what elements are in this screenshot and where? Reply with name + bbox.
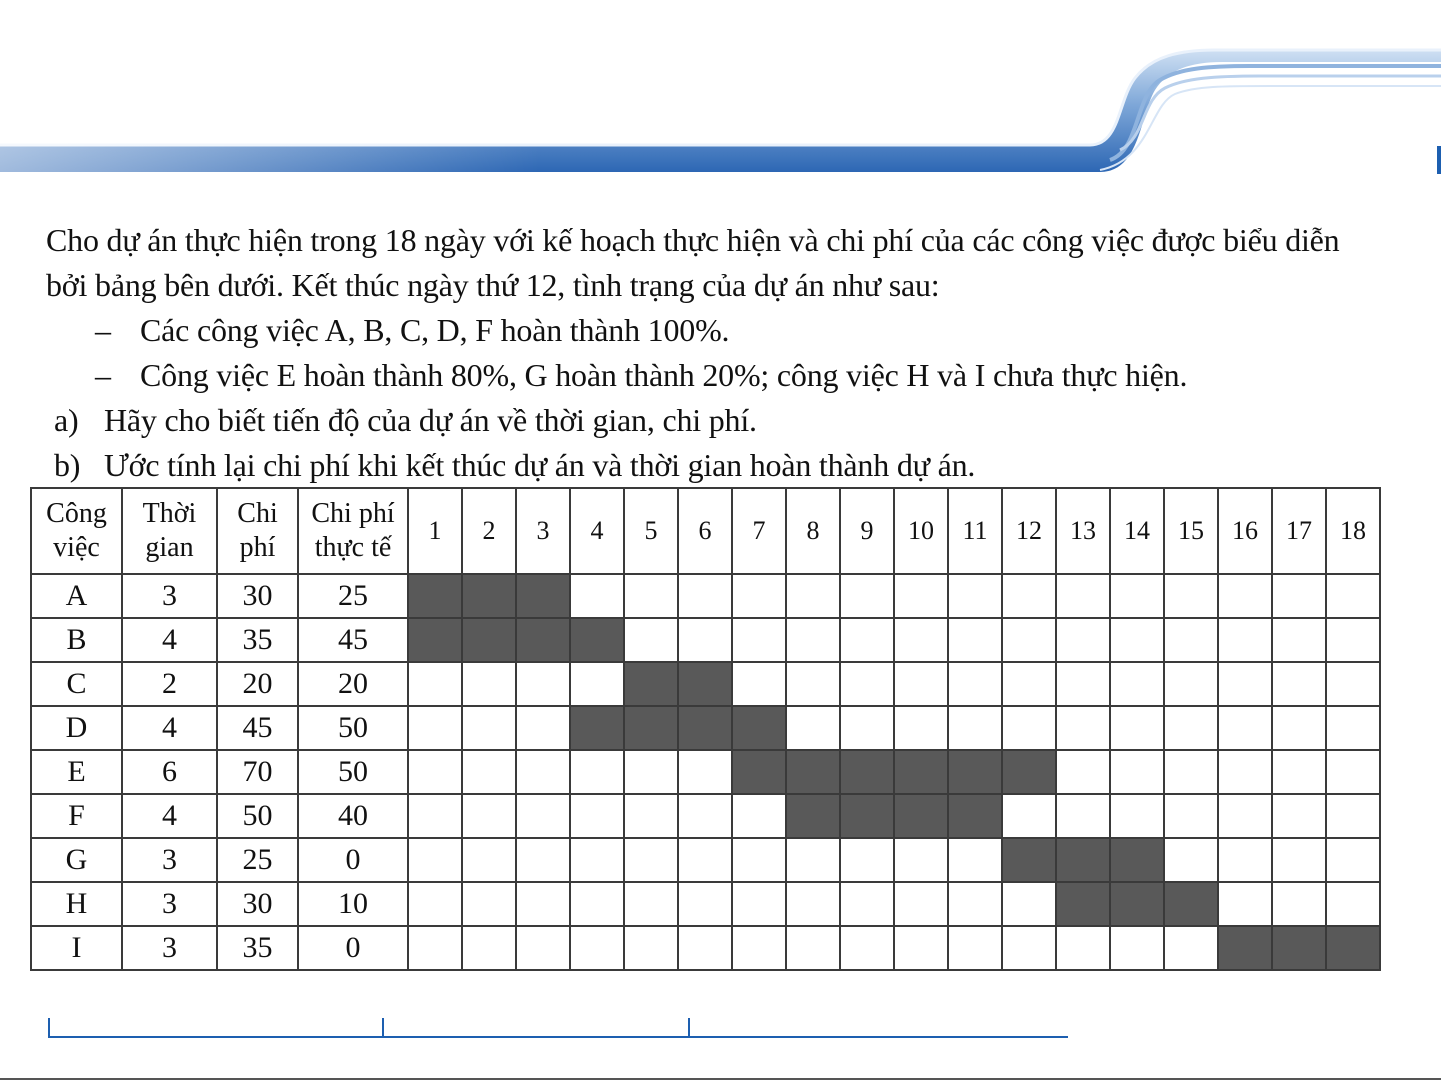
- duration-cell: 4: [122, 618, 217, 662]
- gantt-empty-cell: [570, 662, 624, 706]
- gantt-empty-cell: [408, 750, 462, 794]
- gantt-empty-cell: [840, 618, 894, 662]
- cost-cell: 30: [217, 574, 298, 618]
- cost-cell: 25: [217, 838, 298, 882]
- gantt-bar-cell: [516, 574, 570, 618]
- footer-tick: [382, 1018, 384, 1038]
- gantt-bar-cell: [462, 618, 516, 662]
- gantt-empty-cell: [1326, 794, 1380, 838]
- table-row: [31, 794, 1380, 838]
- gantt-empty-cell: [840, 706, 894, 750]
- gantt-empty-cell: [408, 926, 462, 970]
- footer-line: [48, 1036, 1068, 1038]
- gantt-empty-cell: [462, 926, 516, 970]
- gantt-empty-cell: [1110, 574, 1164, 618]
- gantt-empty-cell: [408, 794, 462, 838]
- question-text: Hãy cho biết tiến độ của dự án về thời gian, chi phí.: [104, 402, 757, 438]
- gantt-empty-cell: [1110, 794, 1164, 838]
- gantt-empty-cell: [1218, 794, 1272, 838]
- status-bullet-1: [46, 308, 1426, 353]
- task-cell: F: [31, 794, 122, 838]
- table-row: [31, 574, 1380, 618]
- header-day: 9: [840, 488, 894, 574]
- gantt-empty-cell: [408, 838, 462, 882]
- gantt-empty-cell: [1326, 750, 1380, 794]
- gantt-bar-cell: [1002, 838, 1056, 882]
- gantt-empty-cell: [1056, 794, 1110, 838]
- gantt-empty-cell: [678, 618, 732, 662]
- bullet-text: Các công việc A, B, C, D, F hoàn thành 100%.: [140, 312, 730, 348]
- gantt-bar-cell: [732, 750, 786, 794]
- header-day: 3: [516, 488, 570, 574]
- gantt-empty-cell: [570, 926, 624, 970]
- gantt-empty-cell: [894, 706, 948, 750]
- gantt-empty-cell: [516, 794, 570, 838]
- header-day: 17: [1272, 488, 1326, 574]
- gantt-empty-cell: [732, 618, 786, 662]
- gantt-empty-cell: [624, 926, 678, 970]
- table-row: [31, 838, 1380, 882]
- gantt-empty-cell: [1056, 706, 1110, 750]
- gantt-empty-cell: [408, 882, 462, 926]
- gantt-empty-cell: [786, 706, 840, 750]
- task-cell: B: [31, 618, 122, 662]
- gantt-empty-cell: [516, 706, 570, 750]
- gantt-bar-cell: [1110, 882, 1164, 926]
- actual-cost-cell: 0: [298, 926, 408, 970]
- actual-cost-cell: 50: [298, 706, 408, 750]
- header-day: 2: [462, 488, 516, 574]
- header-day: 10: [894, 488, 948, 574]
- gantt-bar-cell: [894, 750, 948, 794]
- gantt-empty-cell: [786, 926, 840, 970]
- gantt-empty-cell: [1002, 882, 1056, 926]
- gantt-empty-cell: [570, 750, 624, 794]
- gantt-bar-cell: [732, 706, 786, 750]
- gantt-empty-cell: [1002, 574, 1056, 618]
- gantt-empty-cell: [1110, 926, 1164, 970]
- gantt-empty-cell: [462, 882, 516, 926]
- header-cost: Chi phí: [217, 488, 298, 574]
- gantt-bar-cell: [408, 618, 462, 662]
- header-day: 14: [1110, 488, 1164, 574]
- gantt-empty-cell: [1272, 750, 1326, 794]
- gantt-empty-cell: [570, 574, 624, 618]
- table-row: [31, 750, 1380, 794]
- side-accent-mark: [1437, 146, 1441, 174]
- header-task: Công việc: [31, 488, 122, 574]
- gantt-empty-cell: [1164, 794, 1218, 838]
- gantt-empty-cell: [840, 926, 894, 970]
- gantt-empty-cell: [1056, 926, 1110, 970]
- gantt-empty-cell: [1110, 750, 1164, 794]
- gantt-empty-cell: [462, 750, 516, 794]
- bottom-rule: [0, 1078, 1441, 1080]
- gantt-empty-cell: [1218, 662, 1272, 706]
- table-row: [31, 882, 1380, 926]
- duration-cell: 4: [122, 794, 217, 838]
- cost-cell: 20: [217, 662, 298, 706]
- table-row: [31, 926, 1380, 970]
- gantt-bar-cell: [1218, 926, 1272, 970]
- gantt-empty-cell: [516, 838, 570, 882]
- gantt-empty-cell: [1272, 706, 1326, 750]
- gantt-empty-cell: [570, 838, 624, 882]
- gantt-empty-cell: [732, 662, 786, 706]
- task-cell: E: [31, 750, 122, 794]
- gantt-bar-cell: [894, 794, 948, 838]
- duration-cell: 4: [122, 706, 217, 750]
- gantt-bar-cell: [948, 750, 1002, 794]
- bullet-text: Công việc E hoàn thành 80%, G hoàn thành 20%; công việc H và I chưa thực hiện.: [140, 357, 1188, 393]
- gantt-empty-cell: [732, 926, 786, 970]
- cost-cell: 30: [217, 882, 298, 926]
- question-b: [46, 443, 1426, 488]
- header-day: 5: [624, 488, 678, 574]
- gantt-bar-cell: [948, 794, 1002, 838]
- footer-tick: [48, 1018, 50, 1038]
- actual-cost-cell: 50: [298, 750, 408, 794]
- gantt-empty-cell: [624, 794, 678, 838]
- table-row: [31, 618, 1380, 662]
- gantt-bar-cell: [1272, 926, 1326, 970]
- gantt-empty-cell: [1002, 662, 1056, 706]
- task-cell: A: [31, 574, 122, 618]
- gantt-empty-cell: [1218, 838, 1272, 882]
- gantt-empty-cell: [462, 794, 516, 838]
- task-cell: G: [31, 838, 122, 882]
- gantt-bar-cell: [840, 750, 894, 794]
- gantt-empty-cell: [786, 882, 840, 926]
- gantt-empty-cell: [1110, 706, 1164, 750]
- table-row: [31, 706, 1380, 750]
- gantt-empty-cell: [840, 662, 894, 706]
- header-day: 16: [1218, 488, 1272, 574]
- duration-cell: 2: [122, 662, 217, 706]
- question-label: a): [54, 402, 79, 438]
- gantt-empty-cell: [624, 750, 678, 794]
- footer-tick: [688, 1018, 690, 1038]
- gantt-empty-cell: [1218, 706, 1272, 750]
- gantt-empty-cell: [1326, 882, 1380, 926]
- duration-cell: 6: [122, 750, 217, 794]
- header-day: 4: [570, 488, 624, 574]
- gantt-empty-cell: [516, 662, 570, 706]
- header-duration: Thời gian: [122, 488, 217, 574]
- gantt-empty-cell: [894, 838, 948, 882]
- gantt-empty-cell: [1056, 662, 1110, 706]
- gantt-bar-cell: [1056, 882, 1110, 926]
- gantt-empty-cell: [516, 882, 570, 926]
- gantt-empty-cell: [948, 838, 1002, 882]
- gantt-empty-cell: [1326, 618, 1380, 662]
- gantt-empty-cell: [1218, 882, 1272, 926]
- gantt-empty-cell: [1002, 794, 1056, 838]
- gantt-empty-cell: [1272, 882, 1326, 926]
- gantt-bar-cell: [1056, 838, 1110, 882]
- gantt-empty-cell: [1164, 706, 1218, 750]
- cost-cell: 45: [217, 706, 298, 750]
- gantt-empty-cell: [1056, 574, 1110, 618]
- gantt-bar-cell: [678, 662, 732, 706]
- gantt-empty-cell: [1164, 662, 1218, 706]
- gantt-empty-cell: [1326, 838, 1380, 882]
- gantt-empty-cell: [516, 750, 570, 794]
- actual-cost-cell: 40: [298, 794, 408, 838]
- gantt-empty-cell: [1002, 618, 1056, 662]
- gantt-empty-cell: [516, 926, 570, 970]
- header-day: 12: [1002, 488, 1056, 574]
- gantt-empty-cell: [948, 882, 1002, 926]
- duration-cell: 3: [122, 926, 217, 970]
- gantt-empty-cell: [1002, 706, 1056, 750]
- cost-cell: 35: [217, 926, 298, 970]
- duration-cell: 3: [122, 574, 217, 618]
- gantt-empty-cell: [1272, 794, 1326, 838]
- gantt-empty-cell: [786, 574, 840, 618]
- actual-cost-cell: 0: [298, 838, 408, 882]
- header-day: 8: [786, 488, 840, 574]
- gantt-empty-cell: [1110, 662, 1164, 706]
- gantt-bar-cell: [516, 618, 570, 662]
- gantt-empty-cell: [1110, 618, 1164, 662]
- actual-cost-cell: 10: [298, 882, 408, 926]
- gantt-table: [30, 487, 1381, 971]
- gantt-empty-cell: [408, 662, 462, 706]
- duration-cell: 3: [122, 882, 217, 926]
- gantt-empty-cell: [894, 926, 948, 970]
- gantt-bar-cell: [462, 574, 516, 618]
- gantt-bar-cell: [570, 706, 624, 750]
- gantt-empty-cell: [786, 618, 840, 662]
- intro-line-2: bởi bảng bên dưới. Kết thúc ngày thứ 12, tình trạng của dự án như sau:: [46, 267, 940, 303]
- intro-line-1: Cho dự án thực hiện trong 18 ngày với kế hoạch thực hiện và chi phí của các công việc được biểu diễn: [46, 222, 1340, 258]
- gantt-empty-cell: [1272, 838, 1326, 882]
- task-cell: H: [31, 882, 122, 926]
- gantt-empty-cell: [570, 794, 624, 838]
- gantt-empty-cell: [786, 662, 840, 706]
- gantt-empty-cell: [678, 882, 732, 926]
- gantt-empty-cell: [1056, 618, 1110, 662]
- gantt-empty-cell: [732, 838, 786, 882]
- task-cell: C: [31, 662, 122, 706]
- duration-cell: 3: [122, 838, 217, 882]
- gantt-bar-cell: [570, 618, 624, 662]
- gantt-bar-cell: [1326, 926, 1380, 970]
- gantt-empty-cell: [1272, 618, 1326, 662]
- gantt-empty-cell: [570, 882, 624, 926]
- header-swoosh-graphic: [0, 0, 1441, 180]
- gantt-empty-cell: [894, 662, 948, 706]
- gantt-empty-cell: [624, 882, 678, 926]
- gantt-bar-cell: [408, 574, 462, 618]
- task-cell: I: [31, 926, 122, 970]
- gantt-empty-cell: [624, 838, 678, 882]
- table-body: [31, 574, 1380, 970]
- gantt-empty-cell: [624, 574, 678, 618]
- question-label: b): [54, 447, 81, 483]
- gantt-empty-cell: [948, 662, 1002, 706]
- gantt-empty-cell: [1218, 574, 1272, 618]
- question-a: [46, 398, 1426, 443]
- header-day: 18: [1326, 488, 1380, 574]
- gantt-empty-cell: [1272, 574, 1326, 618]
- header-actual-cost: Chi phí thực tế: [298, 488, 408, 574]
- header-day: 11: [948, 488, 1002, 574]
- gantt-empty-cell: [1218, 750, 1272, 794]
- header-day: 1: [408, 488, 462, 574]
- gantt-empty-cell: [732, 574, 786, 618]
- gantt-empty-cell: [678, 794, 732, 838]
- gantt-empty-cell: [1164, 838, 1218, 882]
- gantt-bar-cell: [840, 794, 894, 838]
- gantt-empty-cell: [948, 706, 1002, 750]
- gantt-empty-cell: [1164, 750, 1218, 794]
- gantt-empty-cell: [462, 838, 516, 882]
- gantt-empty-cell: [1164, 618, 1218, 662]
- gantt-bar-cell: [1164, 882, 1218, 926]
- gantt-empty-cell: [1164, 574, 1218, 618]
- bullet-dash: –: [95, 312, 111, 348]
- gantt-empty-cell: [1002, 926, 1056, 970]
- cost-cell: 50: [217, 794, 298, 838]
- gantt-empty-cell: [840, 838, 894, 882]
- actual-cost-cell: 25: [298, 574, 408, 618]
- actual-cost-cell: 20: [298, 662, 408, 706]
- gantt-empty-cell: [1326, 706, 1380, 750]
- gantt-empty-cell: [786, 838, 840, 882]
- gantt-empty-cell: [462, 706, 516, 750]
- gantt-bar-cell: [624, 662, 678, 706]
- cost-cell: 35: [217, 618, 298, 662]
- gantt-empty-cell: [948, 618, 1002, 662]
- gantt-empty-cell: [678, 750, 732, 794]
- gantt-bar-cell: [786, 794, 840, 838]
- gantt-bar-cell: [624, 706, 678, 750]
- cost-cell: 70: [217, 750, 298, 794]
- header-swoosh: [0, 0, 1441, 180]
- gantt-empty-cell: [462, 662, 516, 706]
- gantt-empty-cell: [1218, 618, 1272, 662]
- gantt-empty-cell: [1326, 574, 1380, 618]
- status-bullet-2: [46, 353, 1426, 398]
- question-text: Ước tính lại chi phí khi kết thúc dự án và thời gian hoàn thành dự án.: [104, 447, 976, 483]
- gantt-empty-cell: [732, 794, 786, 838]
- gantt-bar-cell: [786, 750, 840, 794]
- actual-cost-cell: 45: [298, 618, 408, 662]
- gantt-empty-cell: [948, 574, 1002, 618]
- gantt-empty-cell: [894, 618, 948, 662]
- gantt-empty-cell: [948, 926, 1002, 970]
- gantt-empty-cell: [732, 882, 786, 926]
- gantt-empty-cell: [624, 618, 678, 662]
- gantt-empty-cell: [840, 882, 894, 926]
- problem-statement: [46, 218, 1426, 488]
- gantt-empty-cell: [840, 574, 894, 618]
- gantt-bar-cell: [1002, 750, 1056, 794]
- gantt-bar-cell: [1110, 838, 1164, 882]
- gantt-empty-cell: [894, 882, 948, 926]
- header-day: 7: [732, 488, 786, 574]
- gantt-empty-cell: [1272, 662, 1326, 706]
- table-header-row: [31, 488, 1380, 574]
- gantt-bar-cell: [678, 706, 732, 750]
- gantt-empty-cell: [1326, 662, 1380, 706]
- gantt-empty-cell: [1164, 926, 1218, 970]
- header-day: 6: [678, 488, 732, 574]
- header-day: 13: [1056, 488, 1110, 574]
- bullet-dash: –: [95, 357, 111, 393]
- gantt-empty-cell: [678, 838, 732, 882]
- gantt-empty-cell: [678, 926, 732, 970]
- header-day: 15: [1164, 488, 1218, 574]
- table-row: [31, 662, 1380, 706]
- gantt-empty-cell: [408, 706, 462, 750]
- task-cell: D: [31, 706, 122, 750]
- gantt-empty-cell: [1056, 750, 1110, 794]
- gantt-empty-cell: [894, 574, 948, 618]
- gantt-empty-cell: [678, 574, 732, 618]
